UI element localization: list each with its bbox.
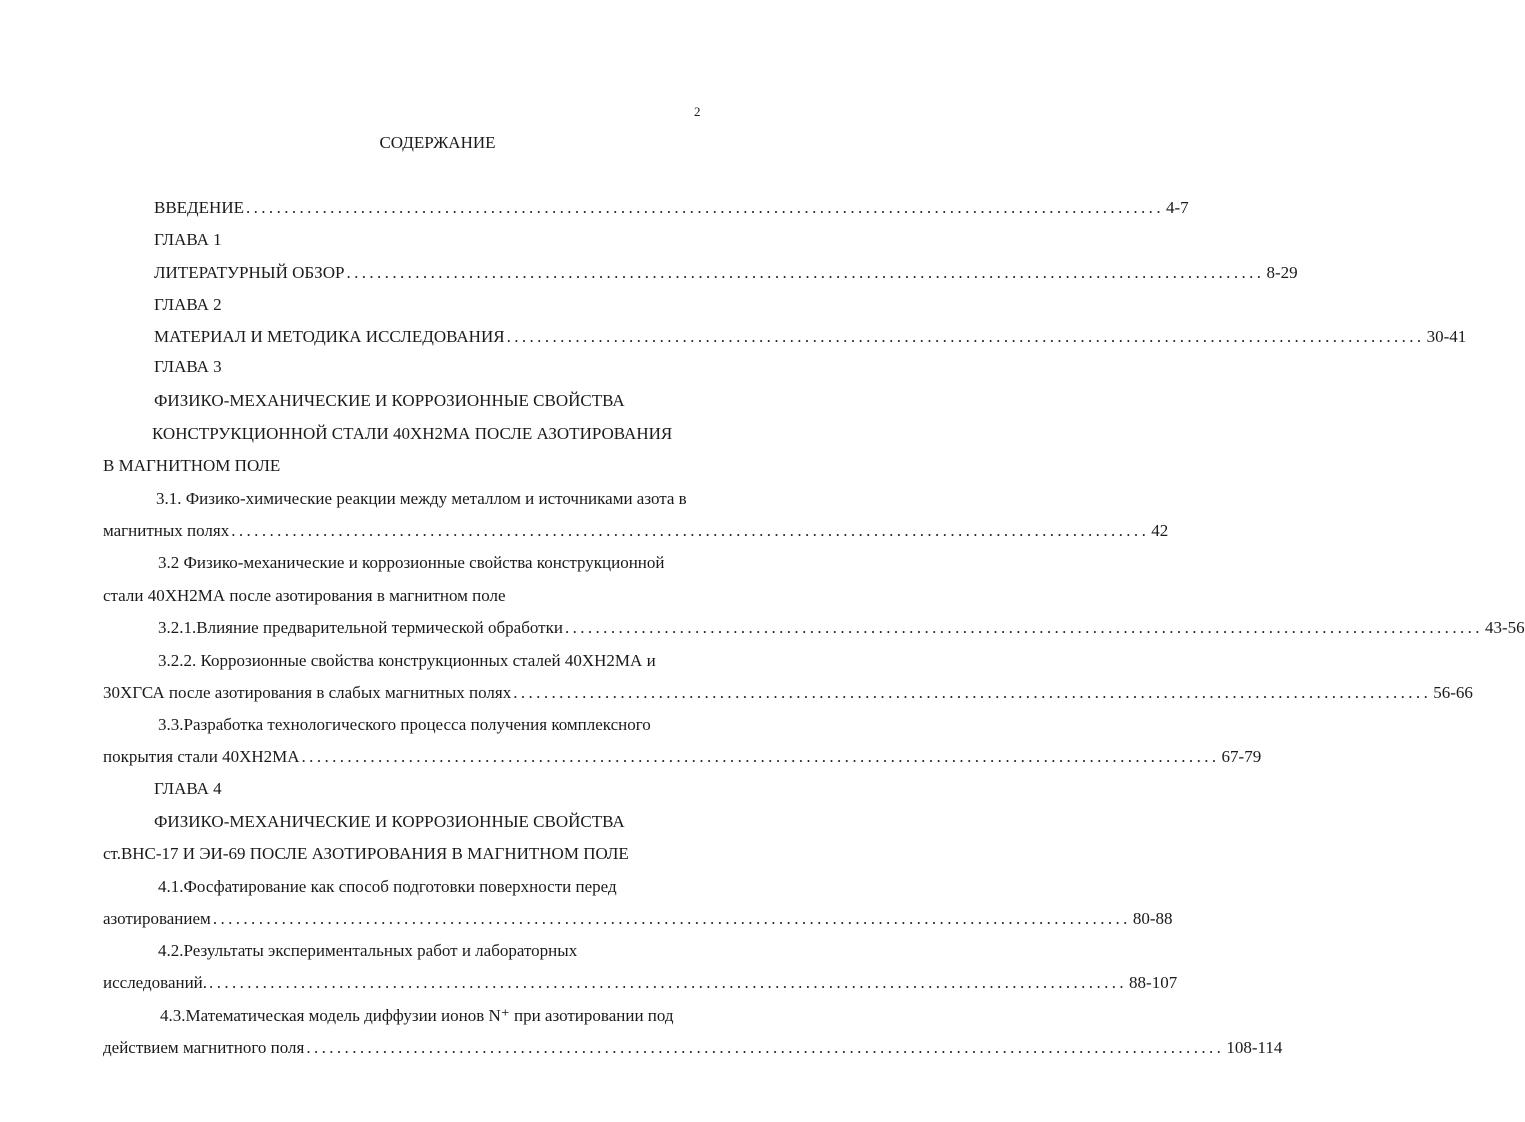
dot-leader: ........................................................................................................................ [212, 909, 1131, 928]
toc-entry-section-3-2-2 [103, 683, 1473, 703]
toc-entry-label: исследований. [103, 973, 208, 992]
section-3-1-line-1: 3.1. Физико-химические реакции между металлом и источниками азота в [156, 489, 687, 508]
toc-page-range: 8-29 [1266, 263, 1298, 282]
toc-page-range: 42 [1151, 521, 1169, 540]
toc-entry-section-3-3 [103, 747, 1262, 767]
toc-entry-label: 3.2.1.Влияние предварительной термической обработки [158, 618, 563, 637]
dot-leader: ........................................................................................................................ [209, 973, 1128, 992]
toc-entry-label: 30ХГСА после азотирования в слабых магнитных полях [103, 683, 512, 702]
dot-leader: ........................................................................................................................ [306, 1038, 1225, 1057]
chapter-3-title-line: КОНСТРУКЦИОННОЙ СТАЛИ 40ХН2МА ПОСЛЕ АЗОТИРОВАНИЯ [152, 424, 673, 443]
section-4-2-line-1: 4.2.Результаты экспериментальных работ и лабораторных [158, 941, 578, 960]
page-number: 2 [694, 104, 701, 119]
toc-entry-section-4-1 [103, 909, 1173, 929]
dot-leader: ........................................................................................................................ [346, 263, 1265, 282]
chapter-1-heading: ГЛАВА 1 [154, 230, 222, 249]
chapter-2-heading: ГЛАВА 2 [154, 295, 222, 314]
toc-entry-section-4-2 [103, 973, 1178, 993]
chapter-4-title-line: ст.ВНС-17 И ЭИ-69 ПОСЛЕ АЗОТИРОВАНИЯ В МАГНИТНОМ ПОЛЕ [103, 844, 629, 863]
toc-entry-chapter-2 [154, 327, 1467, 347]
toc-page-range: 67-79 [1221, 747, 1262, 766]
toc-entry-label: действием магнитного поля [103, 1038, 305, 1057]
chapter-3-heading: ГЛАВА 3 [154, 357, 222, 376]
toc-entry-label: ВВЕДЕНИЕ [154, 198, 244, 217]
dot-leader: ........................................................................................................................ [506, 327, 1425, 346]
page-title: СОДЕРЖАНИЕ [379, 133, 496, 152]
toc-entry-introduction [154, 198, 1189, 218]
section-4-3-line-1: 4.3.Математическая модель диффузии ионов N⁺ при азотировании под [160, 1006, 674, 1025]
section-3-2-2-line-1: 3.2.2. Коррозионные свойства конструкционных сталей 40ХН2МА и [158, 651, 656, 670]
toc-page-range: 88-107 [1129, 973, 1178, 992]
toc-entry-label: покрытия стали 40ХН2МА [103, 747, 300, 766]
toc-page-range: 30-41 [1426, 327, 1467, 346]
toc-page-range: 108-114 [1226, 1038, 1283, 1057]
toc-page-range: 43-56 [1484, 618, 1525, 637]
toc-page-range: 56-66 [1433, 683, 1473, 702]
dot-leader: ........................................................................................................................ [245, 198, 1164, 217]
dot-leader: ........................................................................................................................ [513, 683, 1432, 702]
chapter-4-title-line: ФИЗИКО-МЕХАНИЧЕСКИЕ И КОРРОЗИОННЫЕ СВОЙСТВА [154, 812, 625, 831]
toc-entry-label: магнитных полях [103, 521, 230, 540]
toc-entry-section-4-3 [103, 1038, 1283, 1058]
section-4-1-line-1: 4.1.Фосфатирование как способ подготовки поверхности перед [158, 877, 617, 896]
toc-entry-section-3-1 [103, 521, 1169, 541]
toc-entry-label: азотированием [103, 909, 211, 928]
toc-entry-label: МАТЕРИАЛ И МЕТОДИКА ИССЛЕДОВАНИЯ [154, 327, 505, 346]
chapter-4-heading: ГЛАВА 4 [154, 779, 222, 798]
toc-page-range: 4-7 [1165, 198, 1189, 217]
chapter-3-title-line: ФИЗИКО-МЕХАНИЧЕСКИЕ И КОРРОЗИОННЫЕ СВОЙСТВА [154, 391, 625, 410]
dot-leader: ........................................................................................................................ [231, 521, 1150, 540]
section-3-2-line-1: 3.2 Физико-механические и коррозионные свойства конструкционной [158, 553, 665, 572]
toc-entry-label: ЛИТЕРАТУРНЫЙ ОБЗОР [154, 263, 345, 282]
toc-entry-chapter-1 [154, 263, 1298, 283]
toc-entry-section-3-2-1 [158, 618, 1525, 638]
chapter-3-title-line: В МАГНИТНОМ ПОЛЕ [103, 456, 281, 475]
dot-leader: ........................................................................................................................ [301, 747, 1220, 766]
dot-leader: ........................................................................................................................ [564, 618, 1483, 637]
section-3-2-line-2: стали 40ХН2МА после азотирования в магнитном поле [103, 586, 506, 605]
toc-page-range: 80-88 [1132, 909, 1173, 928]
section-3-3-line-1: 3.3.Разработка технологического процесса получения комплексного [158, 715, 651, 734]
